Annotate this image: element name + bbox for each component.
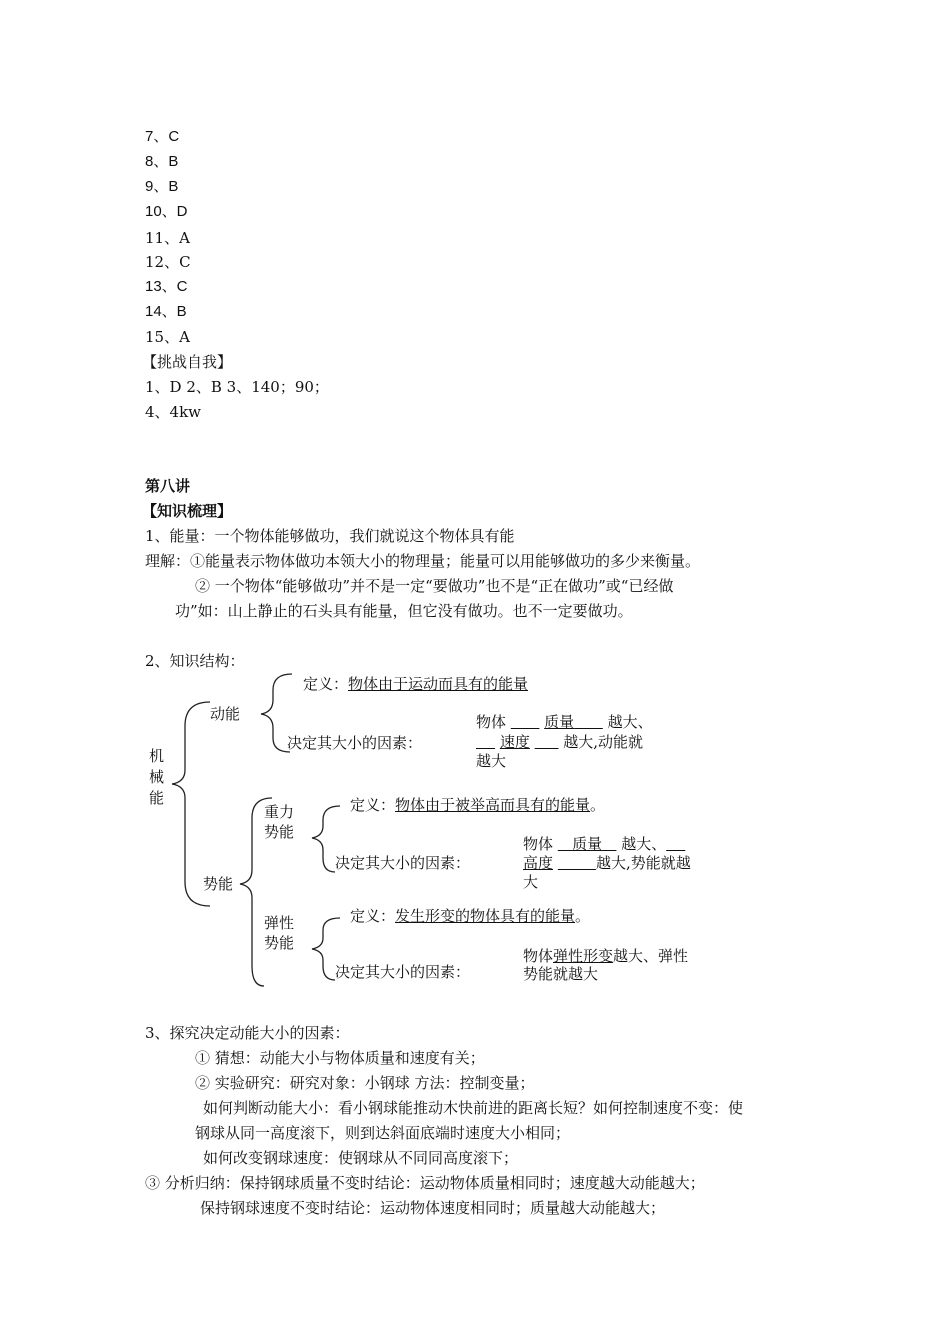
- kinetic-f1-post: 越大、: [602, 713, 653, 731]
- gravity-label-1: 重力: [264, 803, 295, 821]
- kinetic-mass-answer: 质量: [544, 713, 575, 731]
- explore-judge: 如何判断动能大小：看小钢球能推动木快前进的距离长短？如何控制速度不变：使: [203, 1099, 744, 1117]
- root-char-2: 械: [149, 768, 165, 786]
- explore-experiment: ② 实验研究：研究对象：小钢球 方法：控制变量；: [195, 1074, 535, 1092]
- explore-judge-cont: 钢球从同一高度滚下，则到达斜面底端时速度大小相同；: [195, 1124, 571, 1142]
- gravity-f1-pre: 物体: [523, 835, 558, 853]
- kinetic-def-label: 定义：: [303, 675, 349, 693]
- gravity-blank-2: [558, 854, 596, 872]
- kinetic-blank-1b: [574, 713, 603, 731]
- explore-heading: 3、探究决定动能大小的因素：: [145, 1024, 350, 1042]
- understanding-1: 理解：①能量表示物体做功本领大小的物理量；能量可以用能够做功的多少来衡量。: [145, 552, 701, 570]
- kinetic-blank-2a: [476, 733, 495, 751]
- elastic-definition: [350, 906, 590, 926]
- gravity-factor-line-3: 大: [523, 873, 539, 891]
- root-char-3: 能: [149, 789, 165, 807]
- answer-7: 7、C: [145, 128, 180, 145]
- elastic-label-2: 势能: [264, 934, 295, 952]
- elastic-factor-label: 决定其大小的因素：: [335, 963, 471, 981]
- kinetic-f2-post: 越大,动能就: [558, 733, 644, 751]
- answer-12: 12、C: [145, 253, 191, 271]
- gravity-blank-1b: [602, 835, 616, 853]
- challenge-heading: 【挑战自我】: [142, 353, 233, 371]
- elastic-def-label: 定义：: [350, 907, 396, 925]
- energy-definition: 1、能量：一个物体能够做功，我们就说这个物体具有能: [145, 527, 515, 545]
- elastic-label-1: 弹性: [264, 914, 295, 932]
- gravity-label-2: 势能: [264, 823, 295, 841]
- structure-heading: 2、知识结构：: [145, 652, 245, 670]
- root-char-1: 机: [149, 747, 165, 765]
- section-heading: 【知识梳理】: [142, 502, 233, 520]
- gravity-def-end: 。: [590, 796, 606, 814]
- elastic-factor-line-2: 势能就越大: [523, 965, 599, 983]
- gravity-factor-line-2: [523, 853, 691, 873]
- elastic-deformation-answer: 弹性形变: [553, 947, 614, 965]
- kinetic-speed-answer: 速度: [499, 733, 530, 751]
- gravity-factor-line-1: [523, 834, 685, 854]
- gravity-f1-post: 越大、: [616, 835, 667, 853]
- kinetic-label: 动能: [210, 705, 241, 723]
- answer-13: 13、C: [145, 278, 188, 295]
- gravity-blank-1a: [558, 835, 572, 853]
- kinetic-factor-line-1: [476, 712, 653, 732]
- explore-analysis: ③ 分析归纳：保持钢球质量不变时结论：运动物体质量相同时；速度越大动能越大；: [145, 1174, 705, 1192]
- gravity-f2-post: 越大,势能就越: [595, 854, 691, 872]
- kinetic-definition: [303, 674, 528, 694]
- root-label: [149, 746, 164, 809]
- gravity-definition: [350, 795, 605, 815]
- elastic-f1-post: 越大、弹性: [613, 947, 689, 965]
- explore-change-speed: 如何改变钢球速度：使钢球从不同同高度滚下；: [203, 1149, 519, 1167]
- answer-15: 15、A: [145, 328, 190, 346]
- potential-label: 势能: [203, 875, 234, 893]
- answer-10: 10、D: [145, 203, 188, 220]
- elastic-f1-pre: 物体: [523, 947, 554, 965]
- explore-guess: ① 猜想：动能大小与物体质量和速度有关；: [195, 1049, 485, 1067]
- elastic-def-end: 。: [575, 907, 591, 925]
- answer-8: 8、B: [145, 153, 179, 170]
- challenge-line-2: 4、4kw: [145, 403, 202, 421]
- answer-11: 11、A: [145, 229, 190, 247]
- gravity-height-answer: 高度: [523, 854, 554, 872]
- kinetic-def-text: 物体由于运动而具有的能量: [348, 675, 529, 693]
- kinetic-blank-2b: [535, 733, 559, 751]
- gravity-def-label: 定义：: [350, 796, 396, 814]
- gravity-mass-answer: 质量: [572, 835, 603, 853]
- kinetic-factor-label: 决定其大小的因素：: [287, 734, 423, 752]
- explore-conclusion: 保持钢球速度不变时结论：运动物体速度相同时；质量越大动能越大；: [200, 1199, 666, 1217]
- gravity-blank-1c: [666, 835, 685, 853]
- answer-14: 14、B: [145, 303, 187, 320]
- understanding-2-cont: 功”如：山上静止的石头具有能量，但它没有做功。也不一定要做功。: [175, 602, 633, 620]
- elastic-factor-line-1: [523, 946, 688, 966]
- gravity-def-text: 物体由于被举高而具有的能量: [395, 796, 591, 814]
- elastic-def-text: 发生形变的物体具有的能量: [395, 907, 576, 925]
- lecture-title: 第八讲: [145, 477, 191, 495]
- challenge-line-1: 1、D 2、B 3、140；90；: [145, 378, 329, 396]
- answer-9: 9、B: [145, 178, 179, 195]
- understanding-2: ② 一个物体“能够做功”并不是一定“要做功”也不是“正在做功”或“已经做: [195, 577, 674, 595]
- kinetic-f1-pre: 物体: [476, 713, 511, 731]
- kinetic-blank-1a: [511, 713, 540, 731]
- kinetic-factor-line-2: [476, 732, 643, 752]
- kinetic-factor-line-3: 越大: [476, 752, 507, 770]
- gravity-factor-label: 决定其大小的因素：: [335, 854, 471, 872]
